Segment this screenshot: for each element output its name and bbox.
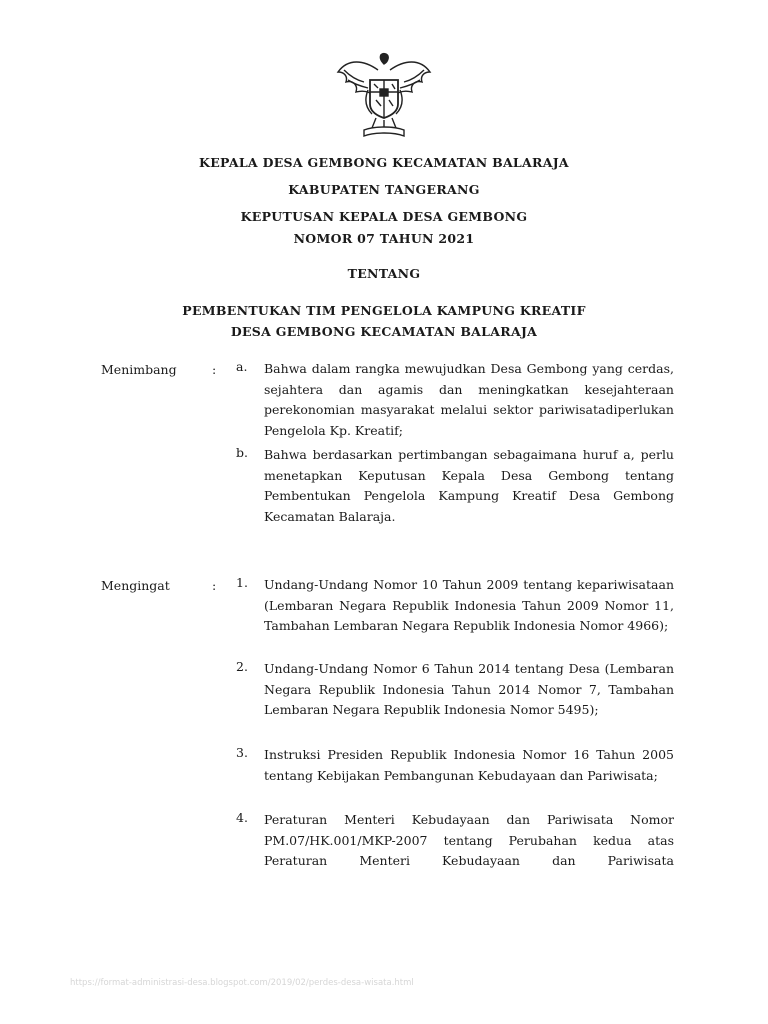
header-line-4: NOMOR 07 TAHUN 2021 [293, 231, 475, 246]
item-text: Bahwa berdasarkan pertimbangan sebagaimana huruf a, perlu menetapkan Keputusan Kepala Desa Gembong tentang Pembentukan Pengelola Kampung Kreatif Desa Gembong Kecamatan Balaraja. [264, 447, 674, 524]
mengingat-colon: : [212, 578, 217, 593]
item-text: Undang-Undang Nomor 6 Tahun 2014 tentang Desa (Lembaran Negara Republik Indonesia Tahun 2014 Nomor 7, Tambahan Lembaran Negara Republik Indonesia Nomor 5495); [264, 661, 674, 717]
garuda-pancasila-emblem-icon [334, 50, 434, 138]
header-line-3: KEPUTUSAN KEPALA DESA GEMBONG [240, 209, 528, 224]
mengingat-item-4 [236, 810, 674, 872]
item-text: Peraturan Menteri Kebudayaan dan Pariwisata Nomor PM.07/HK.001/MKP-2007 tentang Perubahan kedua atas Peraturan Menteri Kebudayaan dan Pariwisata [264, 812, 674, 868]
subject-line-1: PEMBENTUKAN TIM PENGELOLA KAMPUNG KREATIF [182, 303, 586, 318]
item-marker: 1. [236, 575, 248, 590]
item-marker: b. [236, 445, 248, 460]
header-line-2: KABUPATEN TANGERANG [288, 182, 480, 197]
mengingat-item-2 [236, 659, 674, 721]
menimbang-item-b [236, 445, 674, 527]
mengingat-item-3 [236, 745, 674, 786]
menimbang-label: Menimbang [101, 362, 177, 377]
header-tentang: TENTANG [347, 266, 421, 281]
item-text: Bahwa dalam rangka mewujudkan Desa Gembong yang cerdas, sejahtera dan agamis dan meningkatkan kesejahteraan perekonomian masyarakat melalui sektor pariwisatadiperlukan Pengelola Kp. Kreatif; [264, 361, 674, 438]
menimbang-item-a [236, 359, 674, 441]
item-marker: 2. [236, 659, 248, 674]
item-marker: a. [236, 359, 248, 374]
header-line-1: KEPALA DESA GEMBONG KECAMATAN BALARAJA [199, 155, 569, 170]
mengingat-label: Mengingat [101, 578, 170, 593]
item-marker: 3. [236, 745, 248, 760]
footer-url: https://format-administrasi-desa.blogspot.com/2019/02/perdes-desa-wisata.html [70, 978, 414, 988]
item-text: Instruksi Presiden Republik Indonesia Nomor 16 Tahun 2005 tentang Kebijakan Pembangunan Kebudayaan dan Pariwisata; [264, 747, 674, 783]
item-marker: 4. [236, 810, 248, 825]
menimbang-colon: : [212, 362, 217, 377]
mengingat-item-1 [236, 575, 674, 637]
item-text: Undang-Undang Nomor 10 Tahun 2009 tentang kepariwisataan (Lembaran Negara Republik Indonesia Tahun 2009 Nomor 11, Tambahan Lembaran Negara Republik Indonesia Nomor 4966); [264, 577, 674, 633]
subject-line-2: DESA GEMBONG KECAMATAN BALARAJA [230, 324, 538, 339]
